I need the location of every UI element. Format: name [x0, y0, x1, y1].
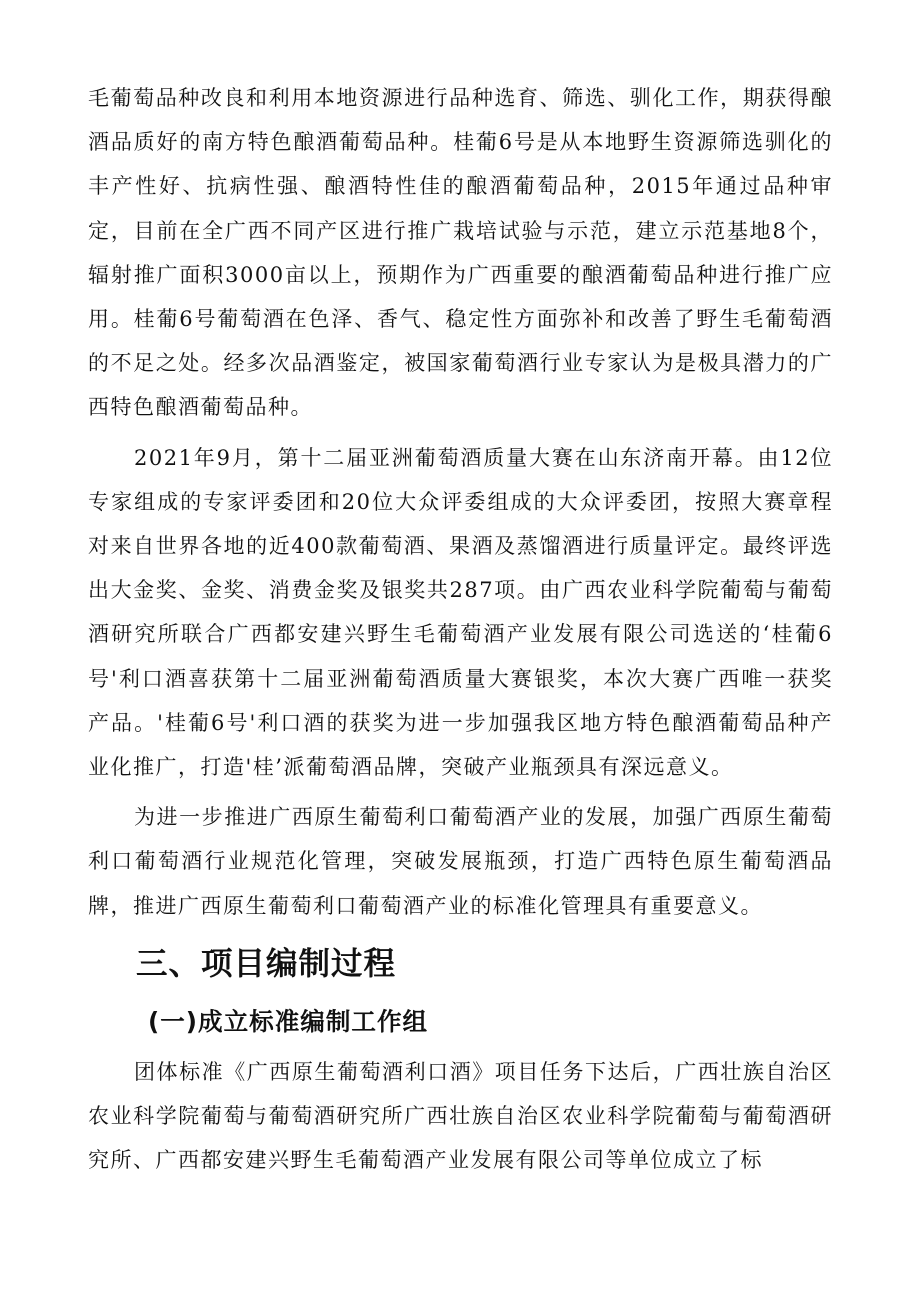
document-page	[88, 76, 833, 1182]
paragraph-variety-background: 毛葡萄品种改良和利用本地资源进行品种选育、筛选、驯化工作，期获得酿酒品质好的南方特色酿酒葡萄品种。桂葡6号是从本地野生资源筛选驯化的丰产性好、抗病性强、酿酒特性佳的酿酒葡萄品种，2015年通过品种审定，目前在全广西不同产区进行推广栽培试验与示范，建立示范基地8个，辐射推广面积3000亩以上，预期作为广西重要的酿酒葡萄品种进行推广应用。桂葡6号葡萄酒在色泽、香气、稳定性方面弥补和改善了野生毛葡萄酒的不足之处。经多次品酒鉴定，被国家葡萄酒行业专家认为是极具潜力的广西特色酿酒葡萄品种。	[88, 86, 833, 420]
paragraph-working-group: 团体标准《广西原生葡萄酒利口酒》项目任务下达后，广西壮族自治区农业科学院葡萄与葡萄酒研究所广西壮族自治区农业科学院葡萄与葡萄酒研究所、广西都安建兴野生毛葡萄酒产业发展有限公司等单位成立了标	[88, 1059, 833, 1173]
paragraph-competition-award: 2021年9月，第十二届亚洲葡萄酒质量大赛在山东济南开幕。由12位专家组成的专家评委团和20位大众评委组成的大众评委团，按照大赛章程对来自世界各地的近400款葡萄酒、果酒及蒸馏酒进行质量评定。最终评选出大金奖、金奖、消费金奖及银奖共287项。由广西农业科学院葡萄与葡萄酒研究所联合广西都安建兴野生毛葡萄酒产业发展有限公司选送的‘桂葡6号'利口酒喜获第十二届亚洲葡萄酒质量大赛银奖，本次大赛广西唯一获奖产品。'桂葡6号'利口酒的获奖为进一步加强我区地方特色酿酒葡萄品种产业化推广，打造'桂’派葡萄酒品牌，突破产业瓶颈具有深远意义。	[88, 445, 833, 780]
subsection-heading-working-group: (一)成立标准编制工作组	[148, 1006, 429, 1036]
section-heading-project-process: 三、项目编制过程	[136, 945, 397, 982]
paragraph-standardization-significance: 为进一步推进广西原生葡萄利口葡萄酒产业的发展，加强广西原生葡萄利口葡萄酒行业规范化管理，突破发展瓶颈，打造广西特色原生葡萄酒品牌，推进广西原生葡萄利口葡萄酒产业的标准化管理具有重要意义。	[88, 805, 833, 918]
